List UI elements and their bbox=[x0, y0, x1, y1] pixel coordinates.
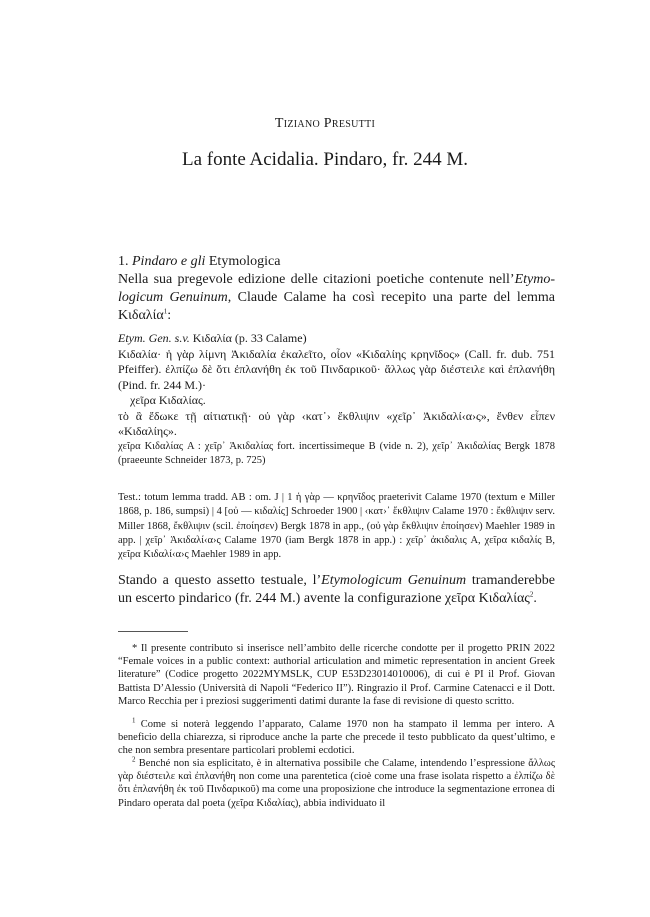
footnote-2 bbox=[118, 757, 555, 810]
intro-paragraph bbox=[118, 271, 555, 325]
footnote-1 bbox=[118, 718, 555, 758]
greek-quotation bbox=[118, 331, 555, 440]
body-work-title: Etymologicum Genuinum bbox=[321, 573, 467, 588]
footnote-separator bbox=[118, 631, 188, 632]
article-title: La fonte Acidalia. Pindaro, fr. 244 M. bbox=[182, 149, 468, 170]
footnote-1-text: Come si noterà leggendo l’apparato, Calame 1970 non ha stampato il lemma per intero. A beneficio della chiarezza, si riproduce anche la parte che precede il testo pubblicato da quest’ultimo, e che non sembra presentare particolari problemi ecdotici. bbox=[118, 719, 555, 757]
quotation-verse: χεῖρα Κιδαλίας. bbox=[130, 393, 206, 407]
footnote-2-number: 2 bbox=[132, 755, 136, 764]
quotation-reference-italic: Etym. Gen. s.v. bbox=[118, 331, 190, 345]
quotation-body: Κιδαλία· ἡ γὰρ λίμνη Ἀκιδαλία ἐκαλεῖτο, οἷον «Κιδαλίης κρηνῖδος» (Call. fr. dub. 751 Pfeiffer). ἐλπίζω δὲ ὅτι ἐπλανήθη ἐκ τοῦ Πινδαρικοῦ· ἄλλως γὰρ διέστειλε καὶ ἐπλανήθη (Pind. fr. 244 M.)· bbox=[118, 346, 555, 392]
footnote-star: * Il presente contributo si inserisce nell’ambito delle ricerche condotte per il progetto PRIN 2022 “Female voices in a public context: authorial articulation and mimetic representation in ancient Greek literature” (Codice progetto 2022MYMSLK, CUP E53D23014010006), di cui è PI il Prof. Giovan Battista D’Alessio (Università di Napoli “Federico II”). Ringrazio il Prof. Carmine Catenacci e il Dott. Marco Recchia per i preziosi suggerimenti datimi durante la fase di revisione di questo scritto. bbox=[118, 643, 555, 707]
intro-text-cont: , Claude Calame ha così recepito una parte del lemma Κιδαλία bbox=[118, 290, 556, 323]
footnote-ref-2[interactable]: 2 bbox=[529, 590, 534, 599]
author-name: Tiziano Presutti bbox=[274, 116, 376, 131]
section-title-rest: Etymologica bbox=[208, 254, 281, 269]
section-heading bbox=[118, 253, 555, 271]
body-paragraph bbox=[118, 572, 555, 608]
footnote-ref-1[interactable]: 1 bbox=[163, 307, 168, 316]
quotation-reference bbox=[118, 331, 555, 347]
critical-apparatus: χεῖρα Κιδαλίας A : χεῖρ᾽ Ἀκιδαλίας fort. incertissimeque B (vide n. 2), χεῖρ᾽ Ἀκιδαλίας Bergk 1878 (praeeunte Schneider 1873, p. 725) bbox=[118, 441, 555, 466]
intro-text-end: : bbox=[167, 308, 172, 323]
body-text: Stando a questo assetto testuale, l’ bbox=[118, 573, 322, 588]
quotation-body-2: τὸ ἃ ἔδωκε τῇ αἰτιατικῇ· οὐ γὰρ ‹κατ᾽› ἔκθλιψιν «χεῖρ᾽ Ἀκιδαλί‹α›ς», ἔνθεν εἶπεν «Κιδαλίης». bbox=[118, 408, 555, 438]
intro-work-title: Etymologicum Genuinum bbox=[118, 272, 555, 305]
body-text-end: . bbox=[533, 591, 537, 606]
body-text-cont: tramanderebbe un escerto pindarico (fr. 244 M.) avente la configurazione χεῖρα Κιδαλίας bbox=[118, 573, 555, 606]
footnote-1-number: 1 bbox=[132, 716, 136, 725]
footnote-2-text: Benché non sia esplicitato, è in alternativa possibile che Calame, intendendo l’espressione ἄλλως γὰρ διέστειλε καὶ ἐπλανήθη non come una parentetica (cioè come una frase isolata rispetto a ἐλπίζω δὲ ὅτι ἐπλανήθη ἐκ τοῦ Πινδαρικοῦ) ma come una proposizione che introduce la segmentazione erronea di Pindaro operata dal poeta (χεῖρα Κιδαλίας), abbia individuato il bbox=[118, 758, 555, 809]
intro-text: Nella sua pregevole edizione delle citazioni poetiche contenute nell’ bbox=[118, 272, 515, 287]
section-number: 1. bbox=[118, 254, 129, 269]
quotation-reference-rest: Κιδαλία (p. 33 Calame) bbox=[189, 331, 307, 345]
testimonia-apparatus: Test.: totum lemma tradd. AB : om. J | 1 ἡ γὰρ — κρηνῖδος praeterivit Calame 1970 (textum e Miller 1868, p. 186, sumpsi) | 4 [οὐ — κιδαλίς] Schroeder 1900 | ‹κατ›᾽ ἔκθλιψιν Calame 1970 : ἔκθλιψιν serv. Miller 1868, ἔκθλιψιν (scil. ἐποίησεν) Bergk 1878 in app., (οὐ γὰρ ἔκθλιψιν ἐποίησεν) Maehler 1989 in app. | χεῖρ᾽ Ἀκιδαλί‹α›ς Calame 1970 (iam Bergk 1878 in app.) : χεῖρ᾽ ἀκιδαλις A, χεῖρα κιδαλίς B, χεῖρα Κιδαλί‹α›ς Maehler 1989 in app. bbox=[118, 492, 555, 561]
section-title-italic: Pindaro e gli bbox=[132, 254, 206, 269]
